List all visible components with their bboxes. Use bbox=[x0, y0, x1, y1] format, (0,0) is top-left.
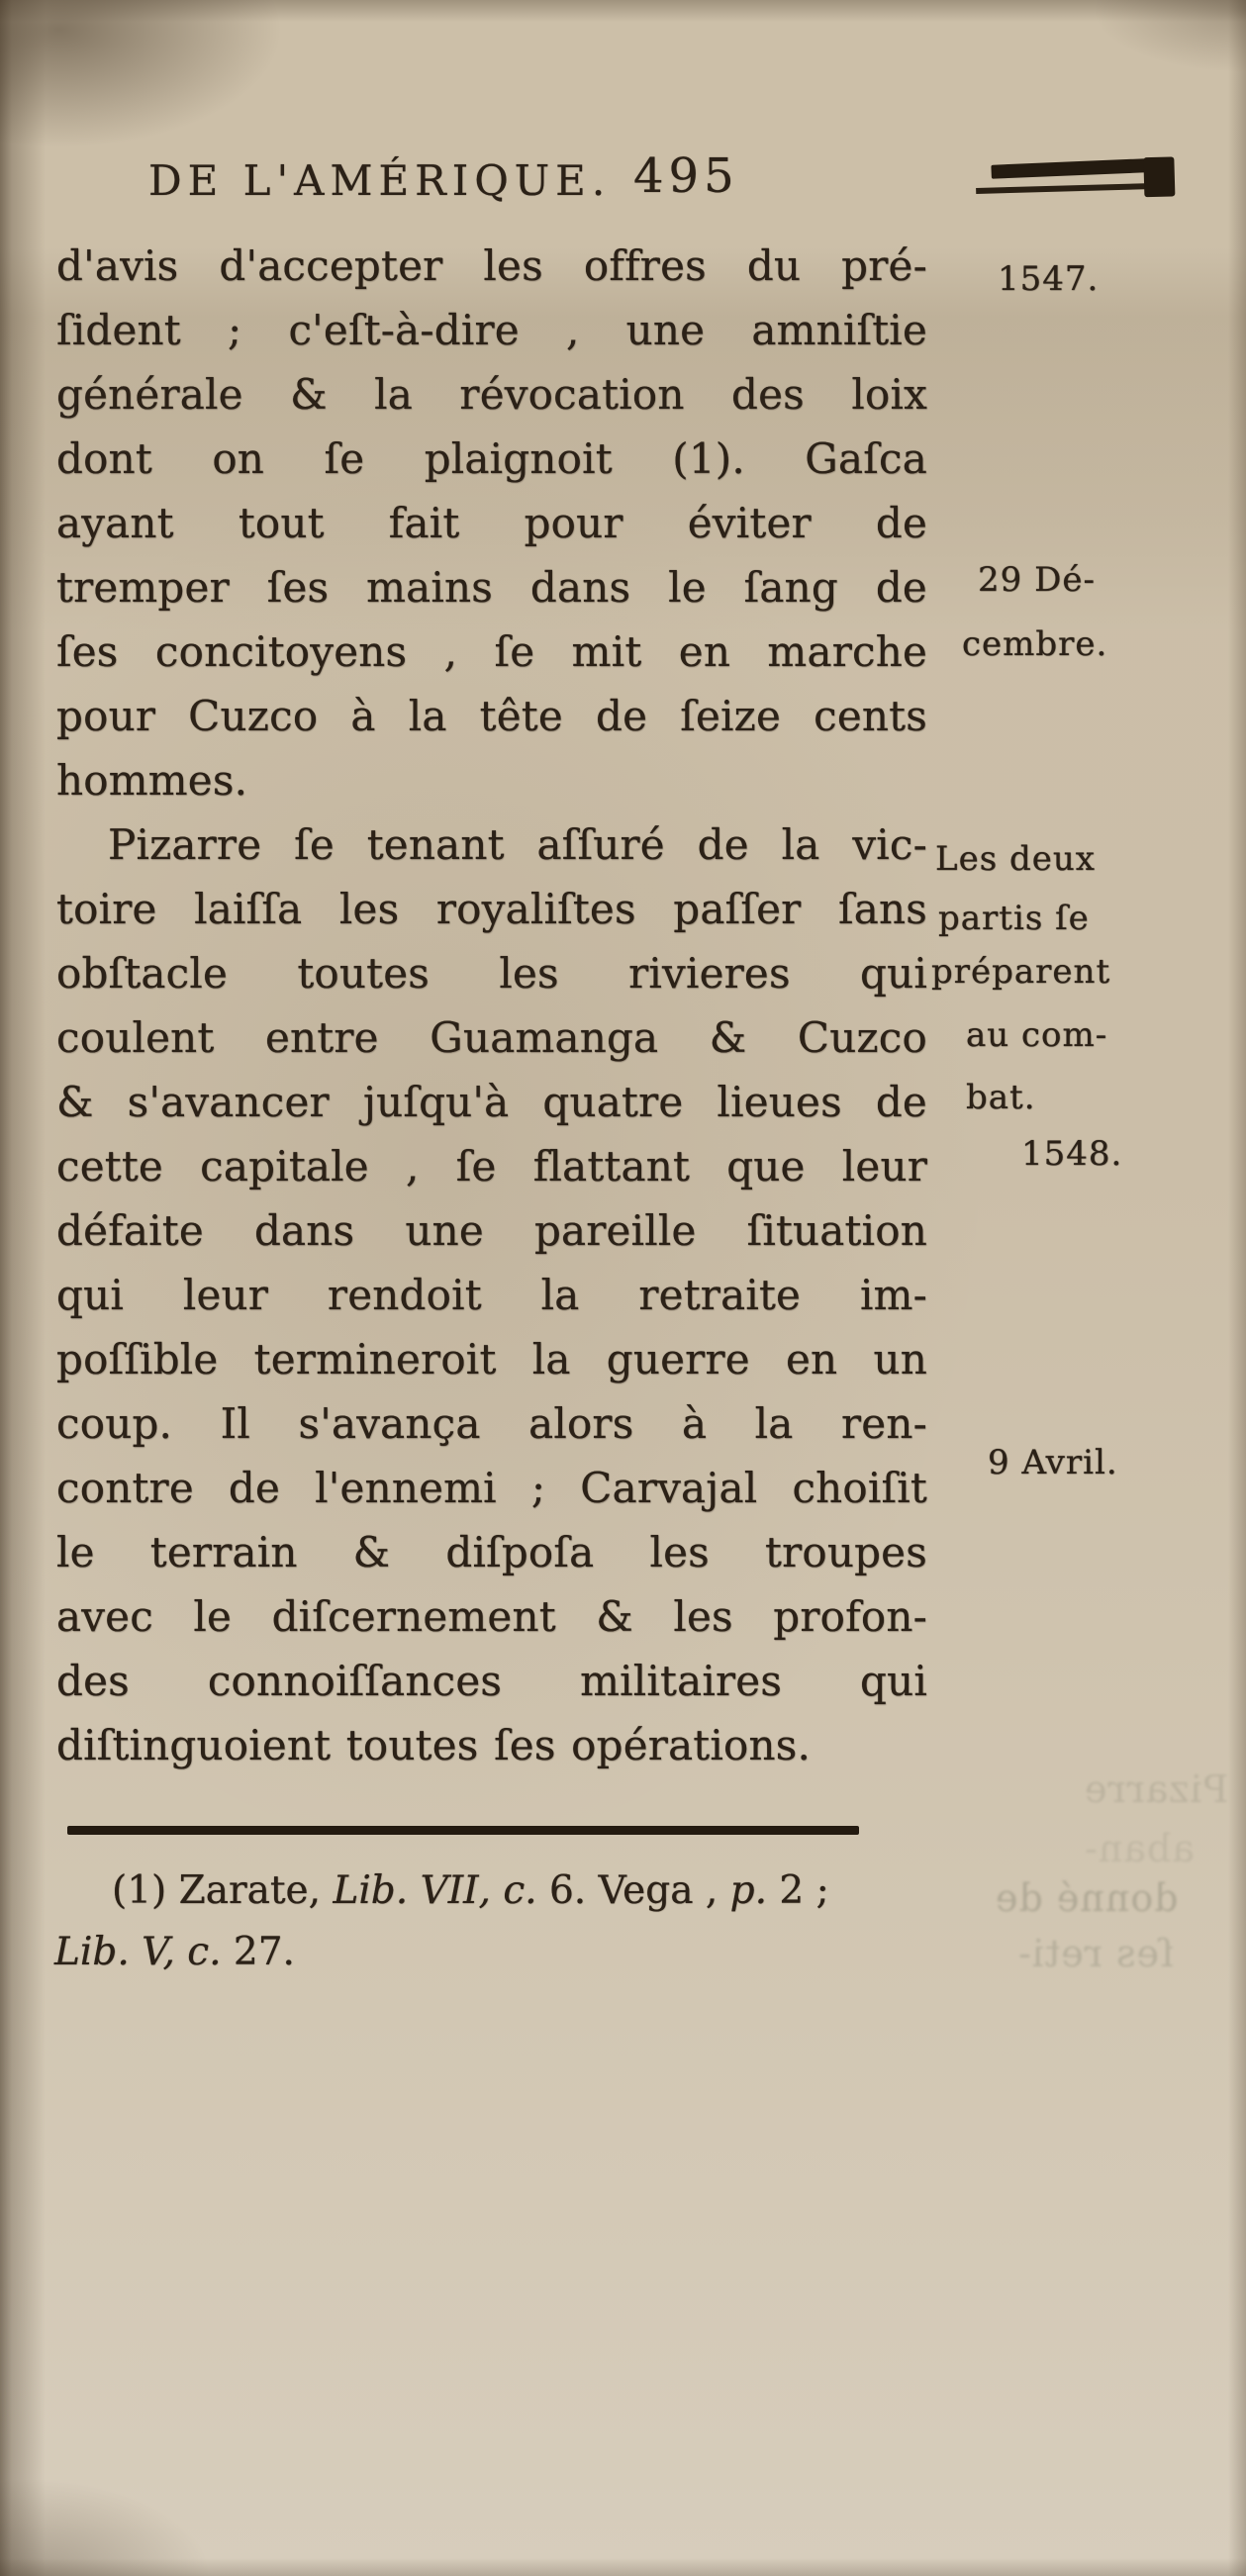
text-line: diſtinguoient toutes ſes opérations. bbox=[56, 1721, 812, 1769]
footnote-rule bbox=[67, 1826, 859, 1835]
footnote-text: 6. Vega , bbox=[536, 1868, 730, 1913]
margin-rule-ornament bbox=[975, 155, 1188, 211]
margin-note: au com- bbox=[966, 1015, 1108, 1055]
footnote-citation-italic: Lib. VII, c. bbox=[333, 1868, 537, 1913]
footnote-text: 2 ; bbox=[767, 1868, 829, 1913]
margin-note: cembre. bbox=[962, 624, 1108, 664]
rule-end-block bbox=[1143, 156, 1175, 197]
text-line: ſident ; c'eſt-à-dire , une amniſtie bbox=[56, 306, 927, 354]
footnote-citation-italic: Lib. V, c. bbox=[54, 1930, 222, 1974]
text-line: avec le diſcernement & les profon- bbox=[56, 1592, 927, 1641]
text-line: des connoiſſances militaires qui bbox=[56, 1657, 927, 1705]
text-line: ſes concitoyens , ſe mit en marche bbox=[56, 627, 927, 676]
text-line: obſtacle toutes les rivieres qui bbox=[56, 949, 927, 998]
paragraph bbox=[56, 812, 927, 1777]
text-line: générale & la révocation des loix bbox=[56, 370, 927, 419]
text-line: défaite dans une pareille ſituation bbox=[56, 1206, 927, 1255]
margin-note: partis ſe bbox=[938, 899, 1090, 938]
ghost-text-fragment: Pizarre bbox=[1084, 1767, 1229, 1811]
text-line: d'avis d'accepter les offres du pré- bbox=[56, 241, 927, 290]
ghost-text-fragment: aban- bbox=[1084, 1827, 1195, 1870]
text-line: Pizarre ſe tenant aſſuré de la vic- bbox=[108, 820, 927, 869]
text-line: le terrain & diſpoſa les troupes bbox=[56, 1528, 927, 1576]
text-line: toire laiſſa les royaliſtes paſſer ſans bbox=[56, 885, 927, 933]
margin-note: 1547. bbox=[998, 259, 1100, 299]
ghost-text-fragment: donné de bbox=[995, 1876, 1179, 1920]
footnote-text: (1) Zarate, bbox=[112, 1868, 334, 1913]
margin-note: Les deux bbox=[935, 839, 1096, 879]
footnote-line bbox=[54, 1860, 925, 1922]
text-line: hommes. bbox=[56, 756, 248, 805]
ghost-text-fragment: ſes reti- bbox=[1017, 1932, 1175, 1975]
page-number: 495 bbox=[633, 148, 739, 204]
footnote bbox=[54, 1860, 925, 1983]
text-line: contre de l'ennemi ; Carvajal choiſit bbox=[56, 1464, 927, 1512]
text-line: qui leur rendoit la retraite im- bbox=[56, 1271, 927, 1319]
footnote-line bbox=[54, 1922, 925, 1983]
margin-note: bat. bbox=[966, 1078, 1036, 1117]
rule-bar-thick bbox=[991, 157, 1165, 178]
margin-note: 29 Dé- bbox=[978, 560, 1096, 600]
text-line: ayant tout fait pour éviter de bbox=[56, 499, 927, 547]
footnote-text: 27. bbox=[221, 1930, 295, 1974]
running-title: DE L'AMÉRIQUE. bbox=[148, 156, 612, 205]
footnote-citation-italic: p. bbox=[729, 1868, 768, 1913]
text-line: dont on ſe plaignoit (1). Gaſca bbox=[56, 434, 927, 483]
margin-note: 1548. bbox=[1021, 1134, 1123, 1174]
text-line: tremper ſes mains dans le ſang de bbox=[56, 563, 927, 612]
text-line: poſſible termineroit la guerre en un bbox=[56, 1335, 927, 1383]
text-line: pour Cuzco à la tête de ſeize cents bbox=[56, 692, 927, 740]
paragraph bbox=[56, 234, 927, 812]
text-line: coup. Il s'avança alors à la ren- bbox=[56, 1399, 927, 1448]
text-line: coulent entre Guamanga & Cuzco bbox=[56, 1013, 927, 1062]
margin-note: préparent bbox=[931, 952, 1111, 992]
text-line: cette capitale , ſe flattant que leur bbox=[56, 1142, 927, 1191]
rule-bar-thin bbox=[976, 183, 1154, 194]
text-line: & s'avancer juſqu'à quatre lieues de bbox=[56, 1078, 927, 1126]
text-block bbox=[56, 234, 927, 1777]
margin-note: 9 Avril. bbox=[988, 1443, 1118, 1482]
